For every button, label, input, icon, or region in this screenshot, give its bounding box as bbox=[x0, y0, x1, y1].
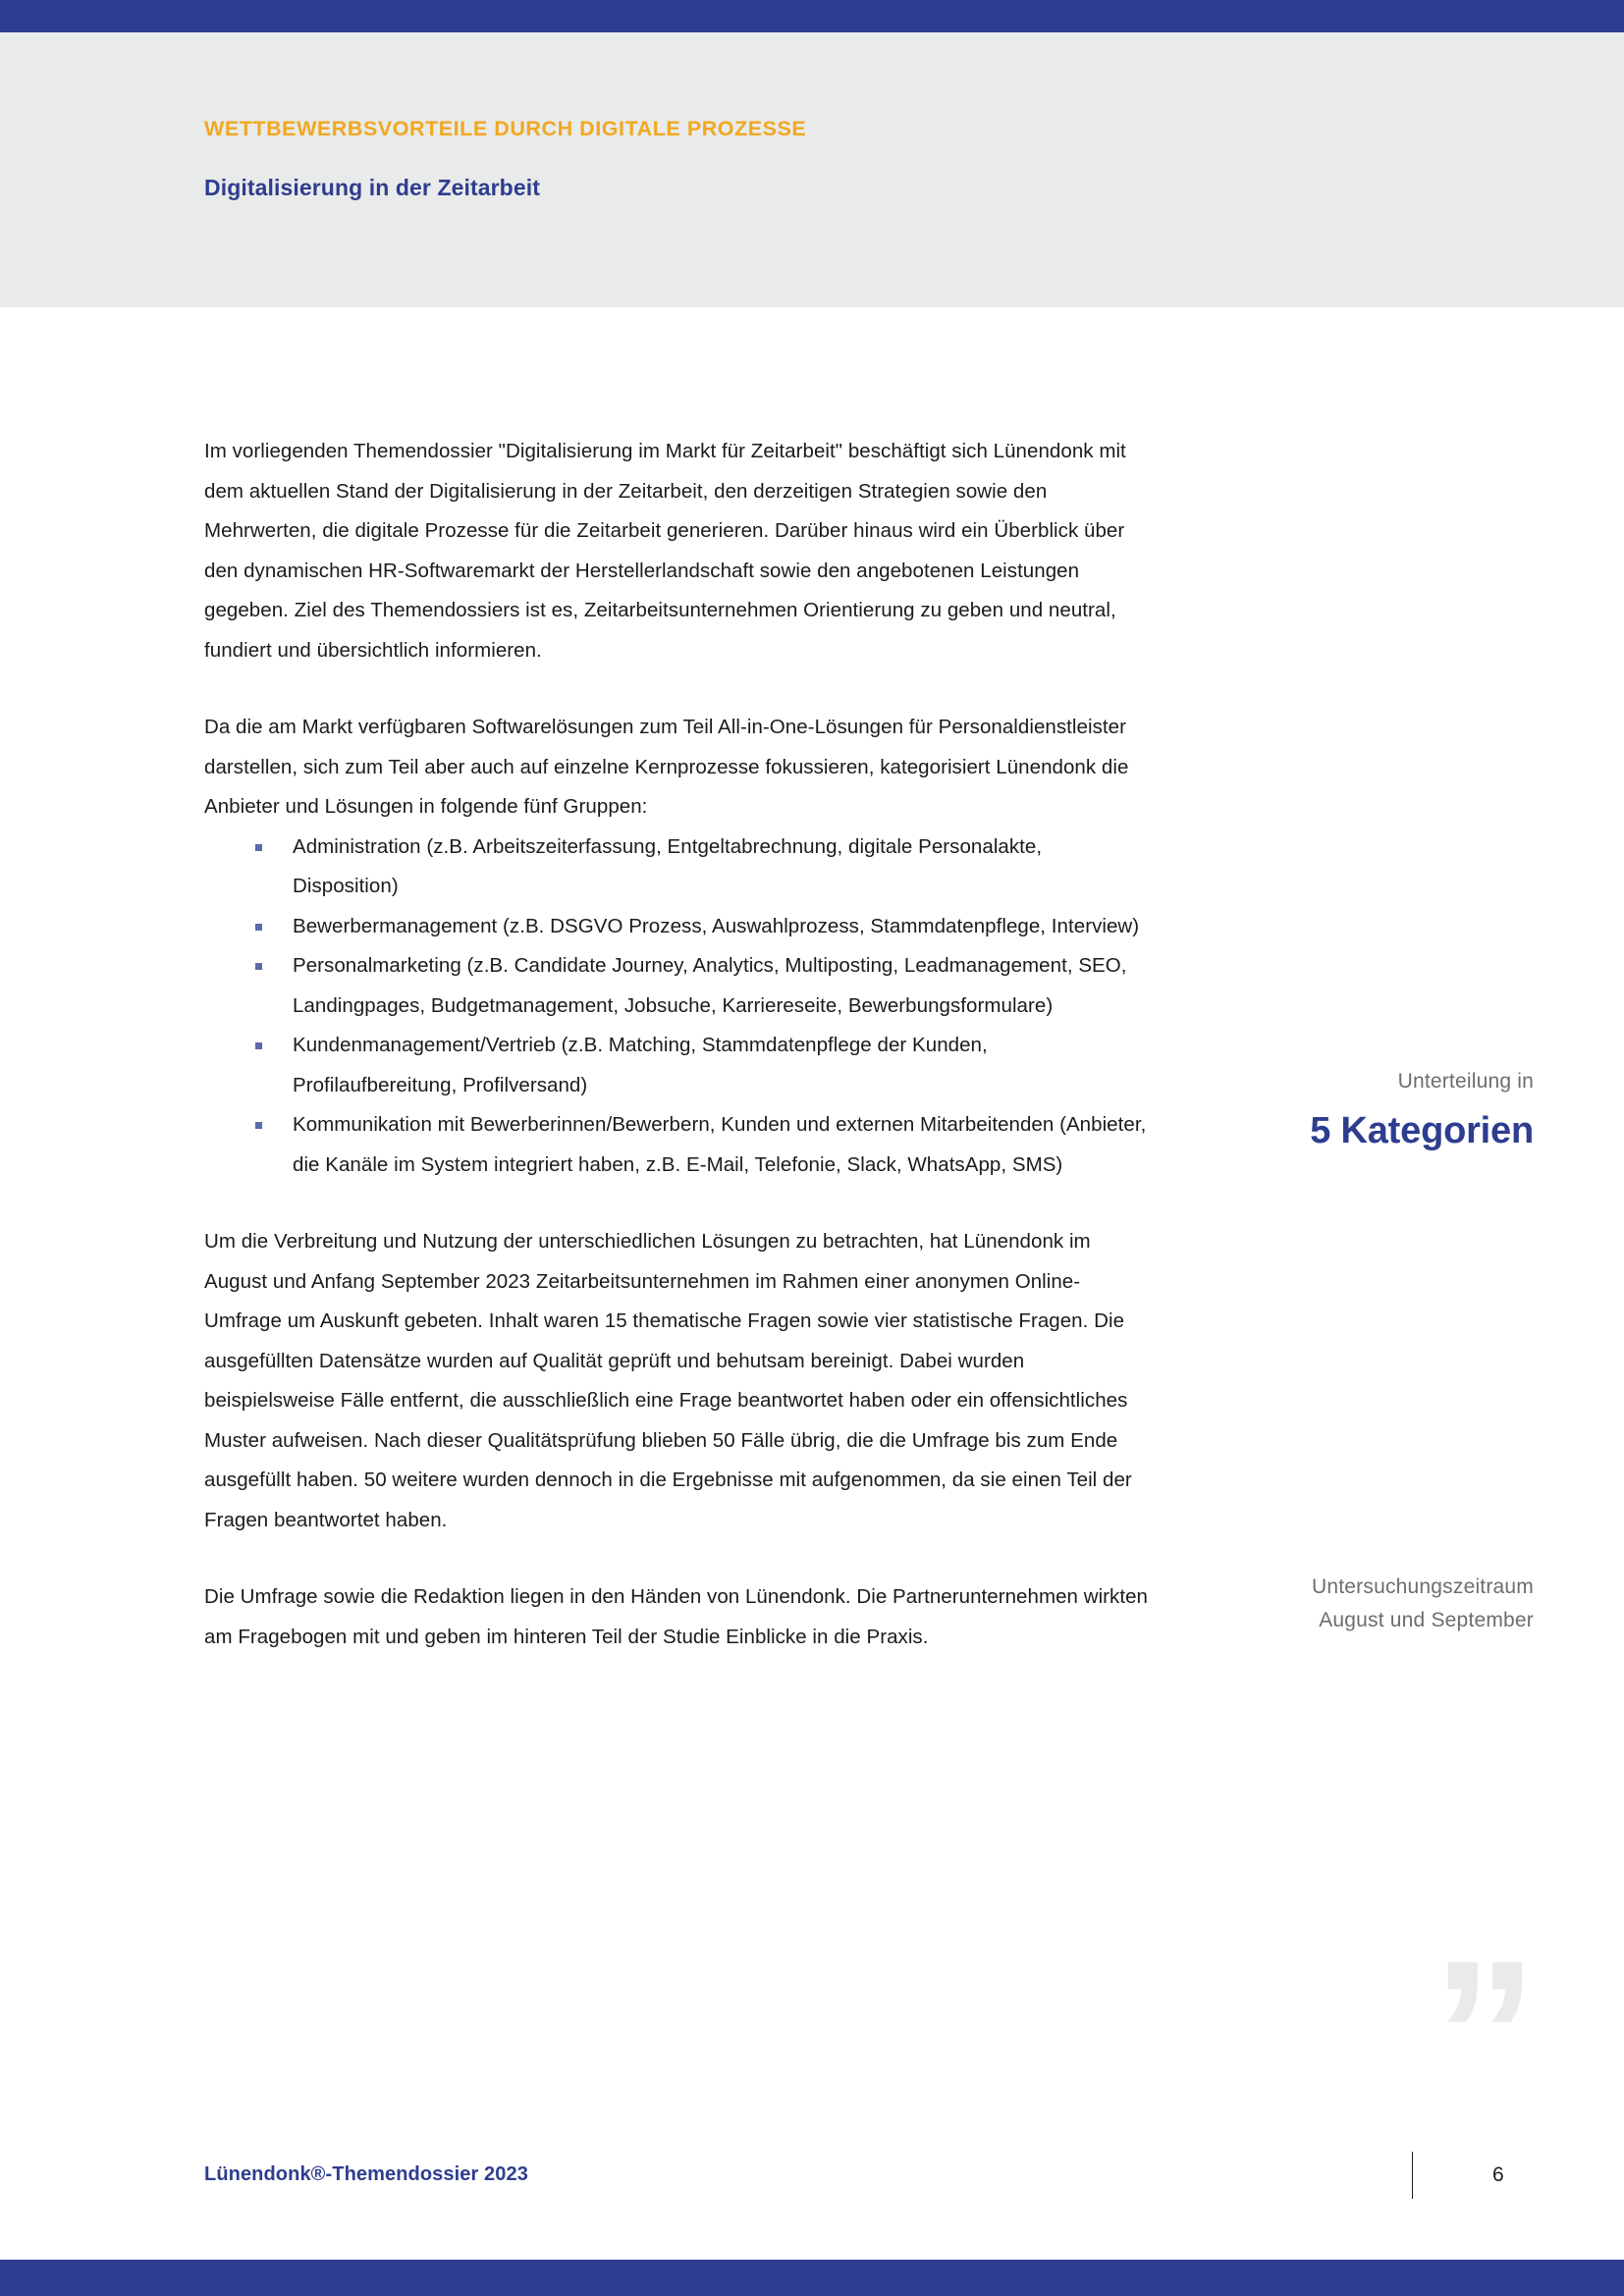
callout-label: Unterteilung in bbox=[1397, 1070, 1534, 1093]
callout-value: 5 Kategorien bbox=[1310, 1110, 1534, 1151]
list-item bbox=[255, 1026, 1152, 1105]
header-kicker: WETTBEWERBSVORTEILE DURCH DIGITALE PROZESSE bbox=[204, 117, 807, 140]
square-bullet-icon bbox=[255, 1122, 262, 1129]
footer-source: Lünendonk®-Themendossier 2023 bbox=[204, 2163, 528, 2185]
category-list bbox=[204, 828, 1152, 1186]
callout-categories bbox=[1072, 1065, 1534, 1157]
bottom-brand-bar bbox=[0, 2260, 1624, 2296]
paragraph-survey: Um die Verbreitung und Nutzung der unterschiedlichen Lösungen zu betrachten, hat Lünendonk im August und Anfang September 2023 Zeitarbeitsunternehmen im Rahmen einer anonymen Online-Umfrage um Auskunft gebeten. Inhalt waren 15 thematische Fragen sowie vier statistische Fragen. Die ausgefüllten Datensätze wurden auf Qualität geprüft und behutsam bereinigt. Dabei wurden beispielsweise Fälle entfernt, die ausschließlich eine Frage beantwortet haben oder ein offensichtliches Muster aufweisen. Nach dieser Qualitätsprüfung blieben 50 Fälle übrig, die die Umfrage bis zum Ende ausgefüllt haben. 50 weitere wurden dennoch in die Ergebnisse mit aufgenommen, da sie einen Teil der Fragen beantwortet haben. bbox=[204, 1230, 1132, 1531]
callout-period bbox=[1072, 1571, 1534, 1637]
footer-divider bbox=[1412, 2152, 1413, 2199]
list-item-label: Kundenmanagement/Vertrieb (z.B. Matching, Stammdatenpflege der Kunden, Profilaufbereitung, Profilversand) bbox=[293, 1034, 988, 1096]
list-item-label: Kommunikation mit Bewerberinnen/Bewerbern, Kunden und externen Mitarbeitenden (Anbieter, die Kanäle im System integriert haben, z.B. E-Mail, Telefonie, Slack, WhatsApp, SMS) bbox=[293, 1113, 1147, 1176]
square-bullet-icon bbox=[255, 1042, 262, 1049]
page-title: Digitalisierung in der Zeitarbeit bbox=[204, 175, 540, 200]
square-bullet-icon bbox=[255, 963, 262, 970]
list-item bbox=[255, 828, 1152, 907]
list-item-label: Bewerbermanagement (z.B. DSGVO Prozess, Auswahlprozess, Stammdatenpflege, Interview) bbox=[293, 914, 1140, 937]
page-number: 6 bbox=[1492, 2163, 1504, 2186]
square-bullet-icon bbox=[255, 924, 262, 931]
square-bullet-icon bbox=[255, 844, 262, 851]
top-brand-bar bbox=[0, 0, 1624, 32]
paragraph-categories-intro: Da die am Markt verfügbaren Softwarelösungen zum Teil All-in-One-Lösungen für Personaldienstleister darstellen, sich zum Teil aber auch auf einzelne Kernprozesse fokussieren, kategorisiert Lünendonk die Anbieter und Lösungen in folgende fünf Gruppen: bbox=[204, 716, 1129, 818]
header-band bbox=[0, 32, 1624, 307]
list-item-label: Administration (z.B. Arbeitszeiterfassung, Entgeltabrechnung, digitale Personalakte, Disposition) bbox=[293, 834, 1043, 897]
callout-label: Untersuchungszeitraum bbox=[1312, 1575, 1534, 1598]
callout-value: August und September bbox=[1319, 1609, 1534, 1631]
paragraph-intro: Im vorliegenden Themendossier "Digitalisierung im Markt für Zeitarbeit" beschäftigt sich Lünendonk mit dem aktuellen Stand der Digitalisierung in der Zeitarbeit, den derzeitigen Strategien sowie den Mehrwerten, die digitale Prozesse für die Zeitarbeit generieren. Darüber hinaus wird ein Überblick über den dynamischen HR-Softwaremarkt der Herstellerlandschaft sowie den angebotenen Leistungen gegeben. Ziel des Themendossiers ist es, Zeitarbeitsunternehmen Orientierung zu geben und neutral, fundiert und übersichtlich informieren. bbox=[204, 440, 1126, 662]
list-item bbox=[255, 1105, 1152, 1185]
paragraph-editorial: Die Umfrage sowie die Redaktion liegen in den Händen von Lünendonk. Die Partnerunternehmen wirkten am Fragebogen mit und geben im hinteren Teil der Studie Einblicke in die Praxis. bbox=[204, 1585, 1149, 1648]
list-item bbox=[255, 946, 1152, 1026]
list-item bbox=[255, 907, 1152, 947]
quotation-mark-icon: ” bbox=[1432, 1916, 1538, 2153]
body-column bbox=[204, 432, 1152, 1694]
list-item-label: Personalmarketing (z.B. Candidate Journey, Analytics, Multiposting, Leadmanagement, SEO, Landingpages, Budgetmanagement, Jobsuche, Karriereseite, Bewerbungsformulare) bbox=[293, 954, 1127, 1017]
